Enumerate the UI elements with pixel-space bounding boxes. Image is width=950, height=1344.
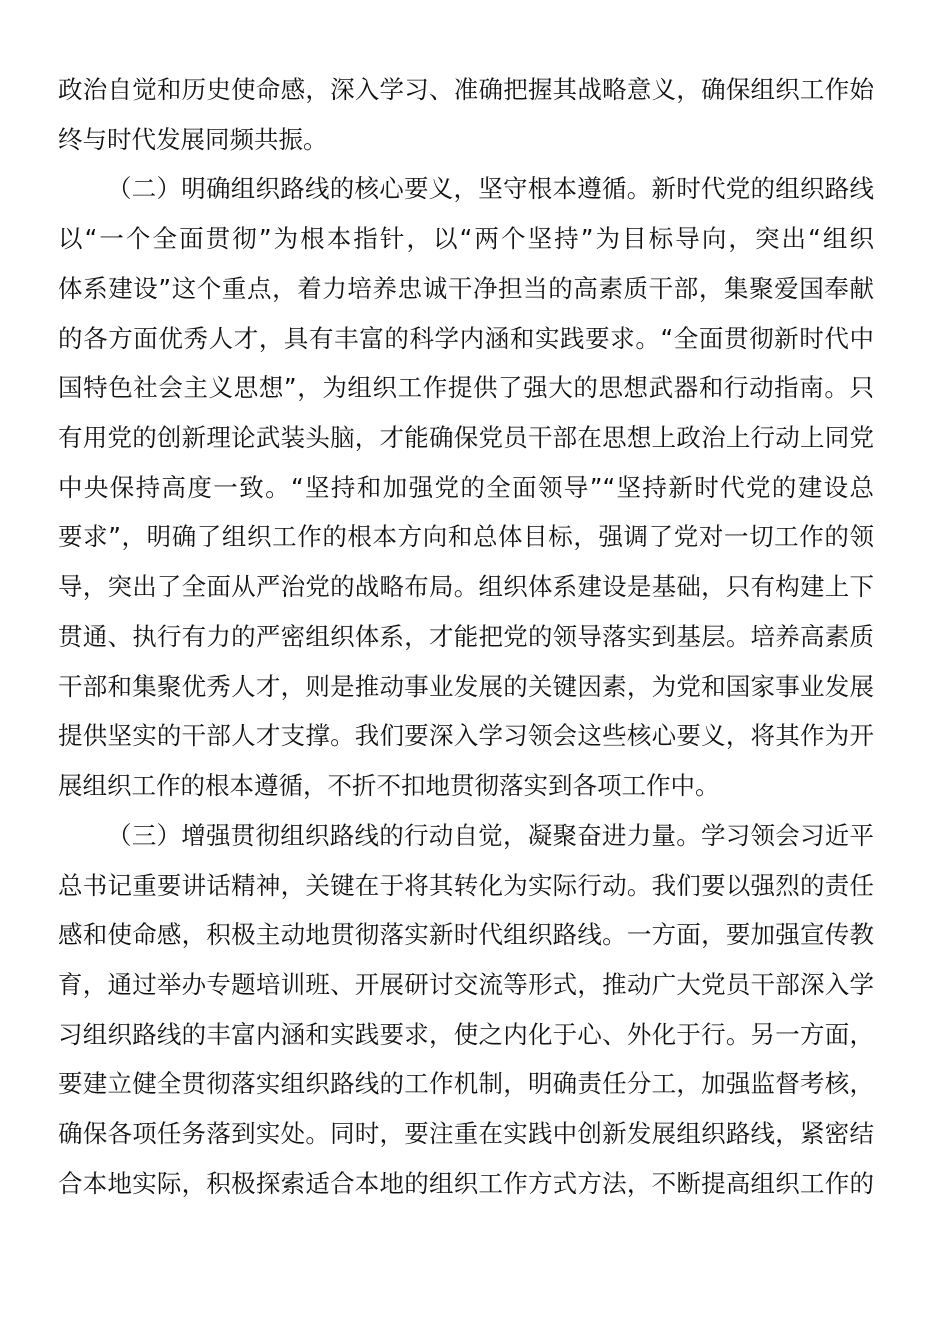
text-line: 有用党的创新理论武装头脑，才能确保党员干部在思想上政治上行动上同党 <box>58 423 874 453</box>
paragraph-continued <box>58 65 874 164</box>
text-line: 要建立健全贯彻落实组织路线的工作机制，明确责任分工，加强监督考核， <box>58 1069 874 1099</box>
text-line: 以“一个全面贯彻”为根本指针，以“两个坚持”为目标导向，突出“组织 <box>58 224 874 254</box>
text-line: 要求”，明确了组织工作的根本方向和总体目标，强调了党对一切工作的领 <box>58 522 874 552</box>
text-line: 确保各项任务落到实处。同时，要注重在实践中创新发展组织路线，紧密结 <box>58 1119 874 1149</box>
paragraph-section-three <box>58 811 874 1209</box>
text-line: 贯通、执行有力的严密组织体系，才能把党的领导落实到基层。培养高素质 <box>58 621 874 651</box>
text-line: 总书记重要讲话精神，关键在于将其转化为实际行动。我们要以强烈的责任 <box>58 870 874 900</box>
text-line: 导，突出了全面从严治党的战略布局。组织体系建设是基础，只有构建上下 <box>58 572 874 602</box>
text-line: 中央保持高度一致。“坚持和加强党的全面领导”“坚持新时代党的建设总 <box>58 472 874 502</box>
text-line: 政治自觉和历史使命感，深入学习、准确把握其战略意义，确保组织工作始 <box>58 75 874 104</box>
text-line: 体系建设”这个重点，着力培养忠诚干净担当的高素质干部，集聚爱国奉献 <box>58 273 874 303</box>
text-line: 国特色社会主义思想”，为组织工作提供了强大的思想武器和行动指南。只 <box>58 373 874 403</box>
text-line: 终与时代发展同频共振。 <box>58 124 328 154</box>
text-line: 感和使命感，积极主动地贯彻落实新时代组织路线。一方面，要加强宣传教 <box>58 920 874 950</box>
text-line: 的各方面优秀人才，具有丰富的科学内涵和实践要求。“全面贯彻新时代中 <box>58 323 874 353</box>
text-line: 合本地实际，积极探索适合本地的组织工作方式方法，不断提高组织工作的 <box>58 1168 874 1198</box>
text-line: 提供坚实的干部人才支撑。我们要深入学习领会这些核心要义，将其作为开 <box>58 721 874 751</box>
paragraph-section-two <box>58 164 874 810</box>
text-line: 育，通过举办专题培训班、开展研讨交流等形式，推动广大党员干部深入学 <box>58 969 874 999</box>
document-body <box>58 65 874 1209</box>
text-line: （二）明确组织路线的核心要义，坚守根本遵循。新时代党的组织路线 <box>107 174 874 204</box>
text-line: 习组织路线的丰富内涵和实践要求，使之内化于心、外化于行。另一方面， <box>58 1019 874 1049</box>
text-line: 干部和集聚优秀人才，则是推动事业发展的关键因素，为党和国家事业发展 <box>58 671 874 701</box>
text-line: 展组织工作的根本遵循，不折不扣地贯彻落实到各项工作中。 <box>58 771 720 801</box>
text-line: （三）增强贯彻组织路线的行动自觉，凝聚奋进力量。学习领会习近平 <box>107 820 874 850</box>
